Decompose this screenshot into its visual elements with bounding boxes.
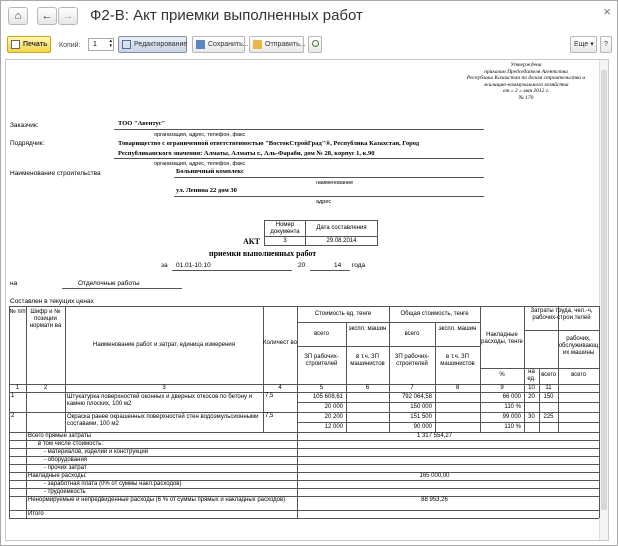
row-unit-cost: 105 608,61 [312, 394, 343, 400]
row-overhead: 66 000 [502, 394, 521, 400]
table-rule [599, 488, 600, 496]
print-label: Печать [23, 41, 48, 48]
col-header-all: всего [541, 372, 556, 378]
back-button[interactable] [37, 7, 57, 25]
row-total-cost: 151 500 [410, 414, 432, 420]
table-rule [599, 384, 600, 392]
title-bar [2, 2, 617, 29]
col-header-zp: ЗП рабочих-строителей [394, 354, 430, 367]
col-header-workers: рабочих, обслуживающ их машины [558, 336, 599, 356]
spin-arrows-icon[interactable]: ▴ ▾ [109, 38, 112, 49]
copies-input[interactable] [88, 38, 114, 51]
construction-name-hint: наименование [316, 180, 354, 186]
table-rule [26, 448, 27, 456]
col-header-zpm: в т.ч. ЗП машинистов [440, 354, 475, 367]
table-rule [599, 472, 600, 480]
customer-label: Заказчик: [10, 122, 39, 129]
envelope-icon [253, 40, 262, 49]
act-subtitle: приемки выполненных работ [209, 249, 317, 258]
edit-label: Редактирование [134, 41, 188, 48]
table-rule [297, 496, 298, 510]
prices-note: Составлен в текущих ценах [10, 298, 94, 305]
row-labor-total: 225 [543, 414, 554, 420]
save-button[interactable] [192, 36, 249, 53]
table-rule [297, 440, 298, 448]
row-total-zp: 150 000 [410, 404, 432, 410]
forward-arrow-icon: → [62, 10, 74, 22]
row-quantity: 7,5 [265, 393, 274, 399]
construction-address: ул. Ленина 22 дом 30 [176, 187, 237, 194]
approval-line: от « 2 » мая 2012 г. [502, 88, 550, 94]
help-label: ? [604, 41, 608, 48]
doc-number: 3 [264, 236, 306, 246]
table-rule [599, 432, 600, 440]
col-number: 1 [15, 385, 20, 391]
send-label: Отправить... [265, 41, 306, 48]
table-rule [9, 456, 10, 464]
table-rule [297, 432, 298, 440]
customer-hint: организация, адрес, телефон, факс [154, 132, 246, 138]
row-number: 1 [11, 393, 15, 399]
home-button[interactable] [8, 7, 28, 25]
help-button[interactable] [600, 36, 612, 53]
period-prefix: за [161, 262, 168, 269]
document-page [5, 59, 609, 541]
vertical-scrollbar[interactable] [599, 60, 608, 540]
table-rule [26, 432, 27, 440]
summary-label: Накладные расходы: [28, 473, 87, 479]
table-rule [26, 464, 27, 472]
col-number: 2 [43, 385, 48, 391]
row-overhead-pct: 110 % [504, 404, 521, 410]
col-header-code: Шифр и № позиции нормати ва [29, 309, 62, 329]
construction-address-hint: адрес [316, 199, 332, 205]
summary-value: 88 953,26 [421, 497, 448, 503]
on-label: на [10, 280, 18, 287]
table-rule [26, 488, 27, 496]
table-rule [435, 392, 436, 412]
on-value: Отделочные работы [78, 280, 140, 287]
row-total-zp: 90 000 [413, 424, 432, 430]
row-number: 2 [11, 413, 15, 419]
summary-label: - материалов, изделий и конструкций [44, 449, 149, 455]
summary-value: 165 000,00 [419, 473, 450, 479]
approval-line: Утверждена [510, 62, 542, 68]
table-rule [599, 510, 600, 518]
approval-line: приказом Председателя Агентства [484, 68, 568, 75]
col-header-zpm: в т.ч. ЗП машинистов [350, 354, 385, 367]
col-number: 6 [365, 385, 370, 391]
table-rule [65, 384, 66, 392]
table-rule [26, 384, 27, 392]
table-rule [297, 456, 298, 464]
col-header-expl: экспл. машин [438, 326, 477, 332]
summary-label: - трудоемкость [44, 489, 86, 495]
col-header-zp: ЗП рабочих-строителей [304, 354, 339, 367]
table-rule [26, 496, 27, 510]
row-labor-total: 150 [543, 394, 554, 400]
row-work-name: Окраска ранее окрашенных поверхностей стен водоэмульсионными составами, 100 м2 [67, 414, 259, 427]
col-header-pct: % [499, 372, 505, 378]
table-rule [599, 480, 600, 488]
approval-line: Республики Казахстан по делам строительства и [466, 75, 586, 81]
send-button[interactable] [249, 36, 304, 53]
table-rule [297, 510, 298, 518]
summary-label: - заработная плата (0% от суммы накл.расходов) [44, 481, 182, 487]
year-value: 14 [334, 262, 342, 269]
table-rule [9, 472, 10, 480]
row-labor-perunit: 30 [528, 414, 535, 420]
col-header-num: № п/п [9, 309, 26, 315]
table-rule [9, 496, 10, 510]
table-rule [9, 464, 10, 472]
copies-value: 1 [93, 41, 97, 48]
contractor-line1: Товарищество с ограниченной ответственностью "ВостокСтройГрад"®, Республика Казахстан, Город [118, 140, 420, 147]
table-rule [435, 412, 436, 432]
close-icon[interactable]: × [603, 4, 611, 19]
table-rule [599, 412, 600, 432]
col-header-all: всего [314, 331, 329, 337]
row-unit-zp: 20 000 [324, 404, 343, 410]
more-button[interactable] [570, 36, 597, 53]
table-rule [9, 306, 10, 384]
table-rule [297, 480, 298, 488]
approval-line: жилищно-коммунального хозяйства [483, 81, 569, 88]
copies-label: Копий: [59, 42, 81, 49]
table-rule [9, 412, 10, 432]
doc-number-header: Номер документа [264, 220, 306, 237]
approval-block [446, 62, 606, 101]
contractor-hint: организация, адрес, телефон, факс [154, 161, 246, 167]
row-labor-perunit: 20 [528, 394, 535, 400]
table-rule [9, 392, 10, 412]
year-prefix: 20 [298, 262, 306, 269]
col-header-unitcost: Стоимость ед. тенге [314, 311, 372, 317]
table-rule [9, 432, 10, 440]
col-header-all: всего [404, 331, 420, 337]
table-rule [26, 480, 27, 488]
table-rule [9, 306, 599, 307]
table-rule [26, 440, 27, 448]
table-rule [539, 384, 540, 392]
table-rule [65, 392, 66, 412]
summary-label: Итого [28, 511, 44, 517]
table-rule [9, 392, 599, 393]
year-suffix: года [352, 262, 366, 269]
window-title: Ф2-В: Акт приемки выполненных работ [90, 7, 363, 24]
table-rule [599, 456, 600, 464]
table-rule [599, 448, 600, 456]
col-header-overhead: Накладные расходы, тенге [481, 332, 523, 345]
col-header-labor: Затраты труда, чел.-ч, рабочих-строи телей [530, 308, 593, 321]
summary-value: 1 317 554,27 [416, 433, 453, 439]
table-rule [599, 306, 600, 384]
table-rule [9, 480, 10, 488]
table-rule [263, 412, 264, 432]
table-rule [26, 456, 27, 464]
table-rule [297, 464, 298, 472]
table-rule [524, 330, 599, 331]
col-header-qty: Количест во [263, 340, 297, 346]
col-number: 10 [528, 385, 535, 391]
table-rule [9, 412, 599, 413]
summary-label: Всего прямые затраты [28, 433, 91, 439]
table-rule [346, 384, 347, 392]
row-total-cost: 792 064,58 [401, 394, 432, 400]
col-number: 4 [278, 385, 282, 391]
back-arrow-icon: ← [41, 10, 53, 22]
construction-value: Больничный комплекс [176, 168, 244, 175]
row-unit-zp: 12 000 [324, 424, 343, 430]
summary-label: - оборудования [44, 457, 88, 463]
col-header-total: Общая стоимость, тенге [400, 311, 469, 317]
row-work-name: Штукатурка поверхностей оконных и дверных откосов по бетону и камню плоских, 100 м2 [67, 394, 253, 407]
magnifier-icon [312, 40, 319, 47]
table-rule [480, 384, 481, 392]
table-rule [599, 440, 600, 448]
table-rule [599, 392, 600, 412]
table-rule [9, 510, 10, 518]
act-title: АКТ [243, 237, 260, 246]
home-icon: ⌂ [14, 10, 22, 22]
table-rule [263, 384, 264, 392]
doc-date-header: Дата составления [305, 220, 378, 237]
table-rule [297, 472, 298, 480]
col-header-expl: экспл. машин [348, 326, 387, 332]
row-unit-cost: 20 200 [324, 414, 343, 420]
construction-label: Наименование строительства [10, 170, 101, 177]
col-number: 11 [545, 385, 552, 391]
table-rule [9, 440, 10, 448]
table-rule [346, 412, 347, 432]
col-header-all: всего [571, 372, 586, 378]
customer-value: ТОО "Авентус" [118, 120, 166, 127]
scroll-thumb[interactable] [601, 70, 607, 510]
table-rule [26, 510, 27, 518]
toolbar [2, 34, 617, 56]
row-overhead-pct: 110 % [504, 424, 521, 430]
table-rule [9, 448, 10, 456]
col-number: 5 [319, 385, 324, 391]
edit-grid-icon [122, 40, 131, 49]
summary-label: - прочих затрат [44, 465, 87, 471]
table-rule [65, 412, 66, 432]
col-header-name: Наименование работ и затрат, единица измерения [93, 342, 235, 348]
table-rule [9, 488, 10, 496]
table-rule [26, 392, 27, 412]
printer-icon [11, 40, 20, 49]
table-rule [558, 384, 559, 392]
row-overhead: 99 000 [502, 414, 521, 420]
table-rule [389, 384, 390, 392]
table-rule [26, 472, 27, 480]
summary-label: в том числе стоимость: [38, 441, 104, 447]
col-number: 7 [410, 385, 414, 391]
col-number: 9 [500, 385, 504, 391]
table-rule [599, 496, 600, 510]
col-number: 3 [162, 385, 166, 391]
approval-line: № 170 [518, 94, 534, 101]
table-rule [558, 412, 559, 432]
preview-button[interactable] [308, 36, 322, 53]
col-number: 8 [455, 385, 460, 391]
table-rule [297, 488, 298, 496]
row-quantity: 7,5 [265, 413, 274, 419]
table-rule [297, 384, 298, 392]
edit-button[interactable] [118, 36, 187, 53]
summary-label: Ненормируемые и непредвиденные расходы (6 % от суммы прямых и накладных расходов) [28, 497, 286, 503]
table-rule [9, 384, 10, 392]
save-disk-icon [196, 40, 205, 49]
table-rule [263, 392, 264, 412]
period-value: 01.01-10.10 [176, 262, 211, 269]
table-rule [599, 464, 600, 472]
forward-button[interactable] [58, 7, 78, 25]
print-button[interactable] [7, 36, 51, 53]
table-rule [26, 412, 27, 432]
contractor-line2: Республиканского значения: Алматы, Алматы г., Аль-Фараби, дом № 28, корпус 1, к.90 [118, 150, 375, 157]
more-label: Еще ▾ [574, 41, 594, 48]
doc-date: 29.08.2014 [305, 236, 378, 246]
table-rule [9, 518, 599, 519]
save-label: Сохранить... [208, 41, 249, 48]
table-rule [435, 384, 436, 392]
table-rule [297, 448, 298, 456]
contractor-label: Подрядчик: [10, 140, 45, 147]
table-rule [558, 392, 559, 412]
col-header-perunit: на ед. [527, 369, 536, 382]
table-rule [524, 384, 525, 392]
table-rule [346, 392, 347, 412]
